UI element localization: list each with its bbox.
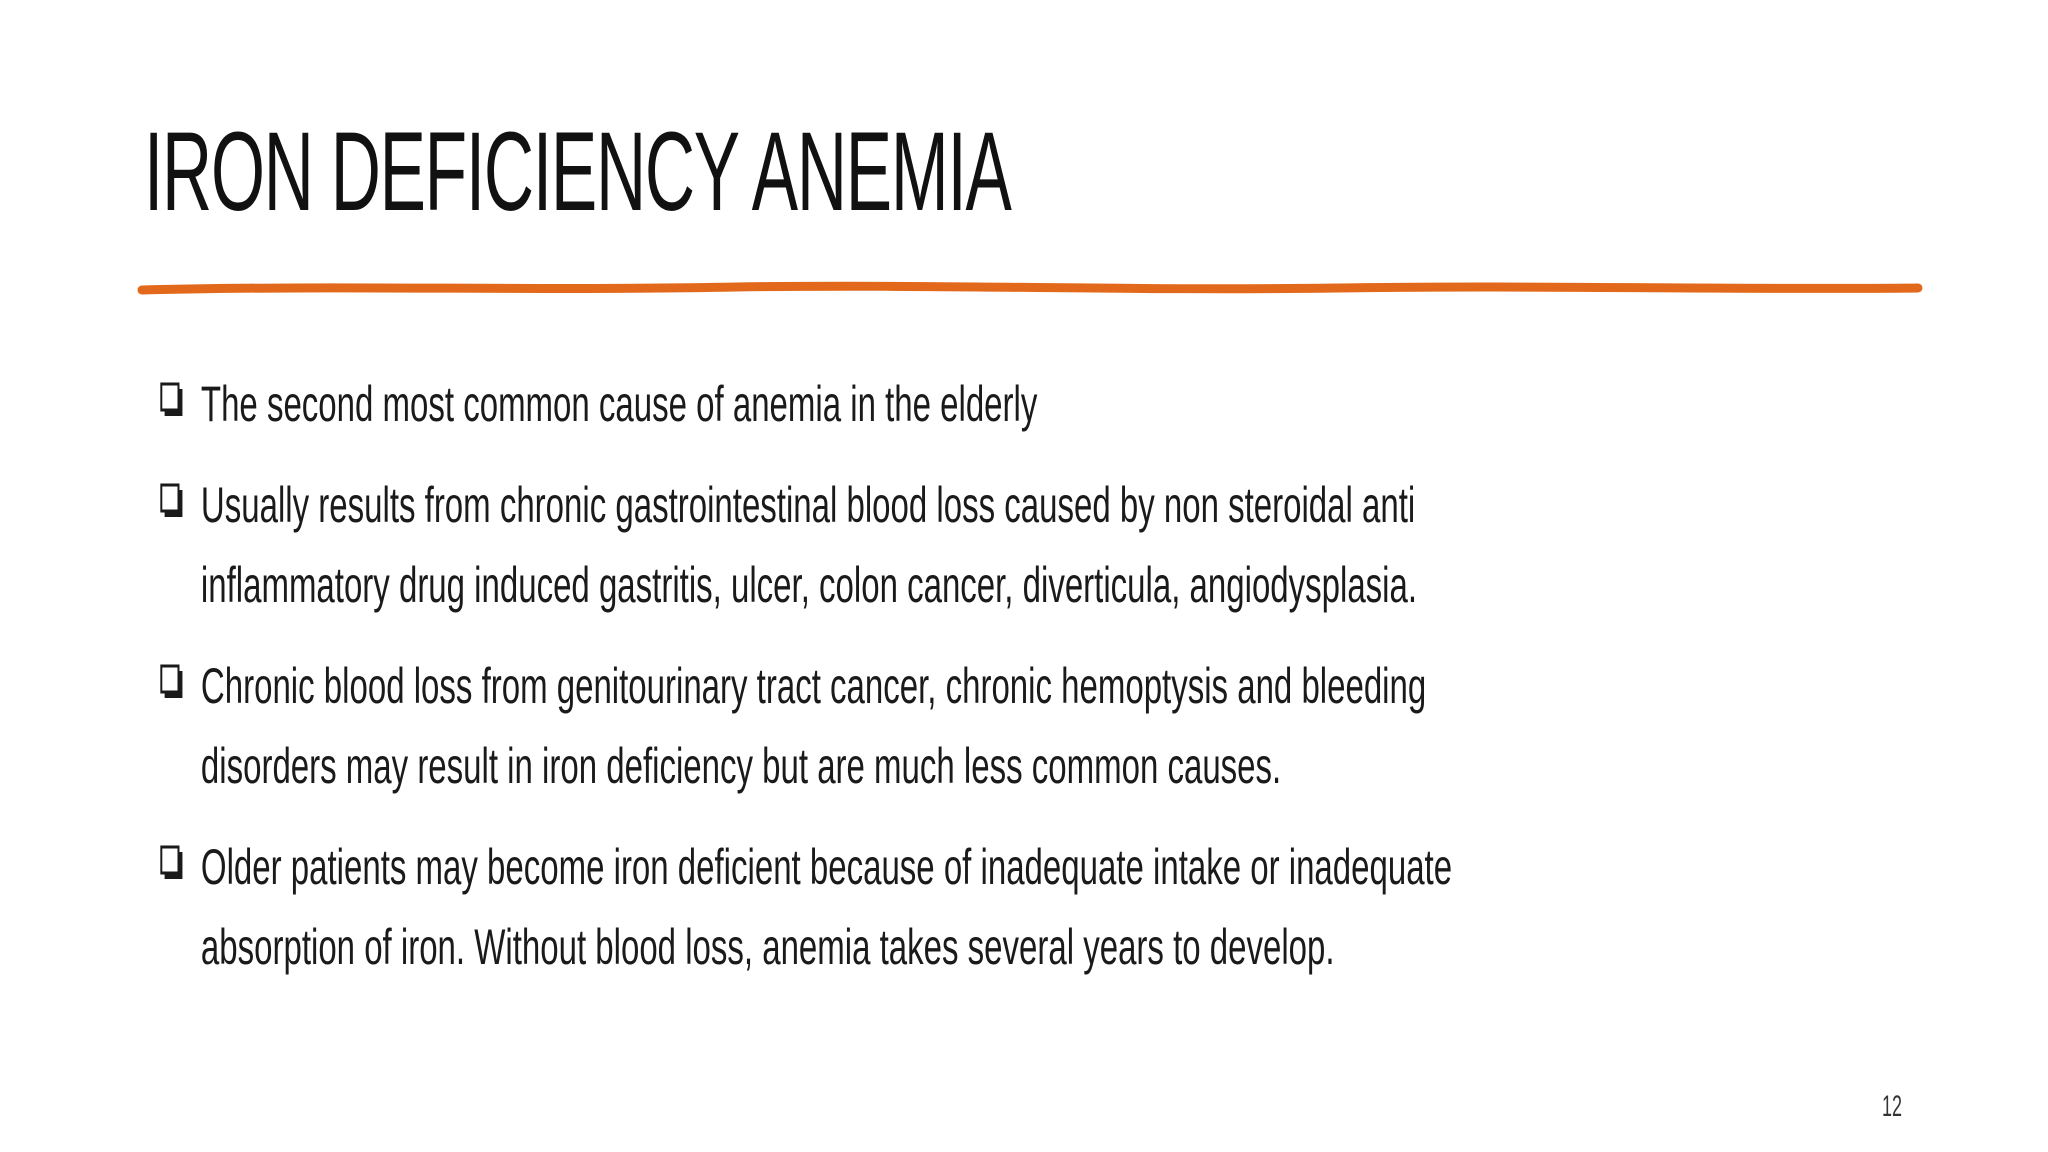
checkbox-square-icon xyxy=(160,483,184,519)
page-number: 12 xyxy=(1882,1090,1903,1123)
bullet-text: The second most common cause of anemia in the elderly xyxy=(200,376,1038,432)
list-item xyxy=(160,364,1480,444)
checkbox-square-icon xyxy=(160,664,184,700)
checkbox-square-icon xyxy=(160,382,184,418)
bullet-text: Older patients may become iron deficient because of inadequate intake or inadequate absorption of iron. Without blood loss, anemia takes several years to develop. xyxy=(200,839,1453,975)
title-underline-divider xyxy=(136,276,1924,300)
list-item xyxy=(160,646,1480,806)
list-item xyxy=(160,465,1480,625)
bullet-list xyxy=(160,364,1480,1008)
list-item xyxy=(160,827,1480,987)
bullet-text: Chronic blood loss from genitourinary tract cancer, chronic hemoptysis and bleeding disorders may result in iron deficiency but are much less common causes. xyxy=(200,658,1427,794)
bullet-text: Usually results from chronic gastrointestinal blood loss caused by non steroidal anti inflammatory drug induced gastritis, ulcer, colon cancer, diverticula, angiodysplasia. xyxy=(200,477,1418,613)
slide-title: IRON DEFICIENCY ANEMIA xyxy=(144,109,1011,234)
checkbox-square-icon xyxy=(160,845,184,881)
